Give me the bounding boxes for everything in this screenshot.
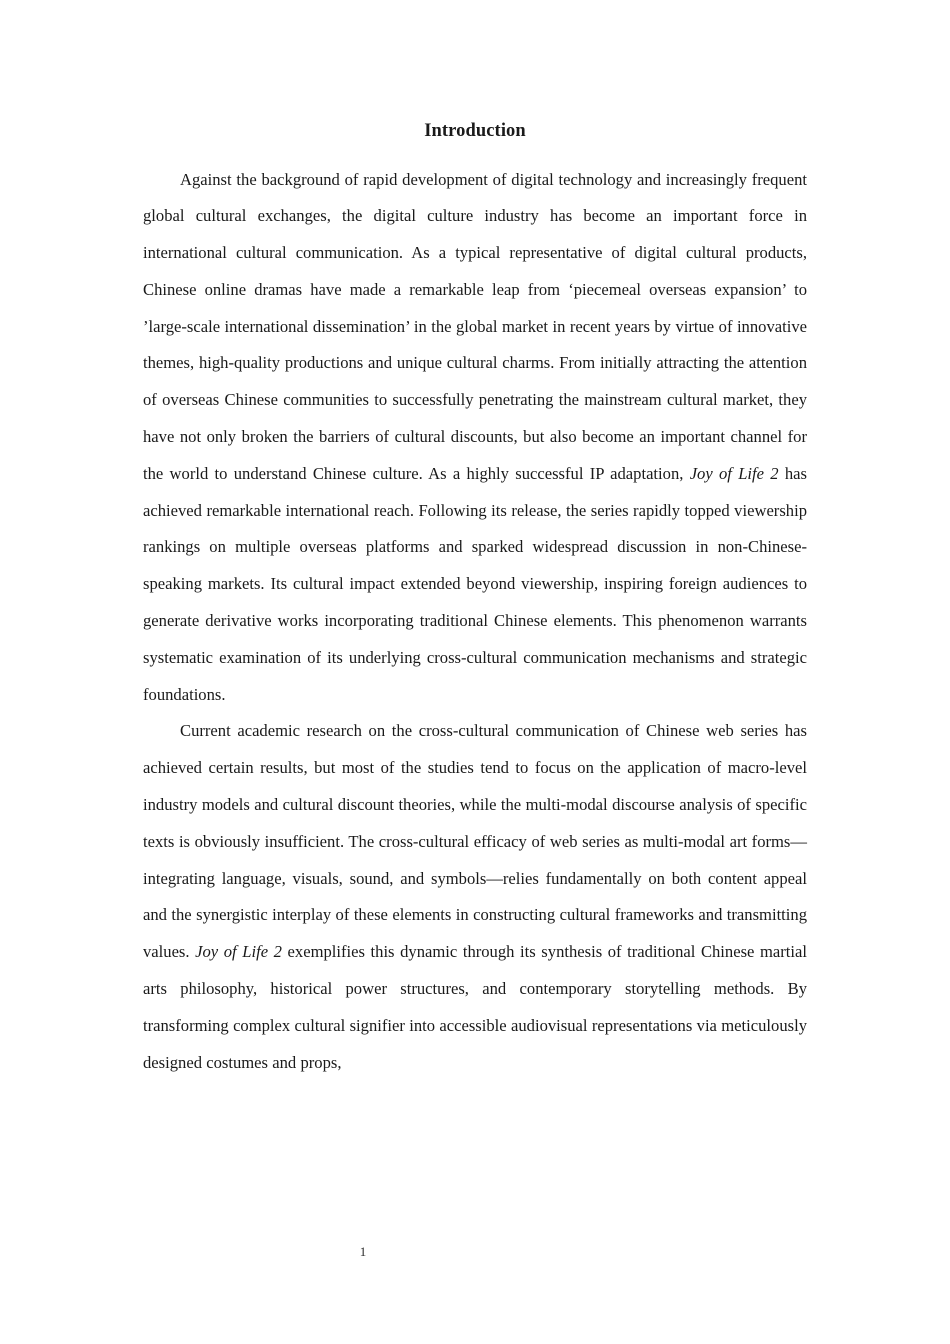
body-paragraph: Current academic research on the cross-cultural communication of Chinese web series has achieved certain results, but most of the studies tend to focus on the application of macro-level industry models and cultural discount theories, while the multi-modal discourse analysis of specific texts is obviously insufficient. The cross-cultural efficacy of web series as multi-modal art forms—integrating language, visuals, sound, and symbols—relies fundamentally on both content appeal and the synergistic interplay of these elements in constructing cultural frameworks and transmitting values. Joy of Life 2 exemplifies this dynamic through its synthesis of traditional Chinese martial arts philosophy, historical power structures, and contemporary storytelling methods. By transforming complex cultural signifier into accessible audiovisual representations via meticulously designed costumes and props,	[143, 721, 807, 1072]
text-column	[143, 0, 807, 1081]
work-title-italic: Joy of Life 2	[689, 463, 779, 483]
page-title: Introduction	[424, 121, 526, 141]
work-title-italic: Joy of Life 2	[195, 942, 282, 962]
body-paragraph: Against the background of rapid development of digital technology and increasingly frequent global cultural exchanges, the digital culture industry has become an important force in international cultural communication. As a typical representative of digital cultural products, Chinese online dramas have made a remarkable leap from ‘piecemeal overseas expansion’ to ’large-scale international dissemination’ in the global market in recent years by virtue of innovative themes, high-quality productions and unique cultural charms. From initially attracting the attention of overseas Chinese communities to successfully penetrating the mainstream cultural market, they have not only broken the barriers of cultural discounts, but also become an important channel for the world to understand Chinese culture. As a highly successful IP adaptation, Joy of Life 2 has achieved remarkable international reach. Following its release, the series rapidly topped viewership rankings on multiple overseas platforms and sparked widespread discussion in non-Chinese-speaking markets. Its cultural impact extended beyond viewership, inspiring foreign audiences to generate derivative works incorporating traditional Chinese elements. This phenomenon warrants systematic examination of its underlying cross-cultural communication mechanisms and strategic foundations.	[143, 169, 807, 704]
page-number: 1	[359, 1244, 367, 1259]
